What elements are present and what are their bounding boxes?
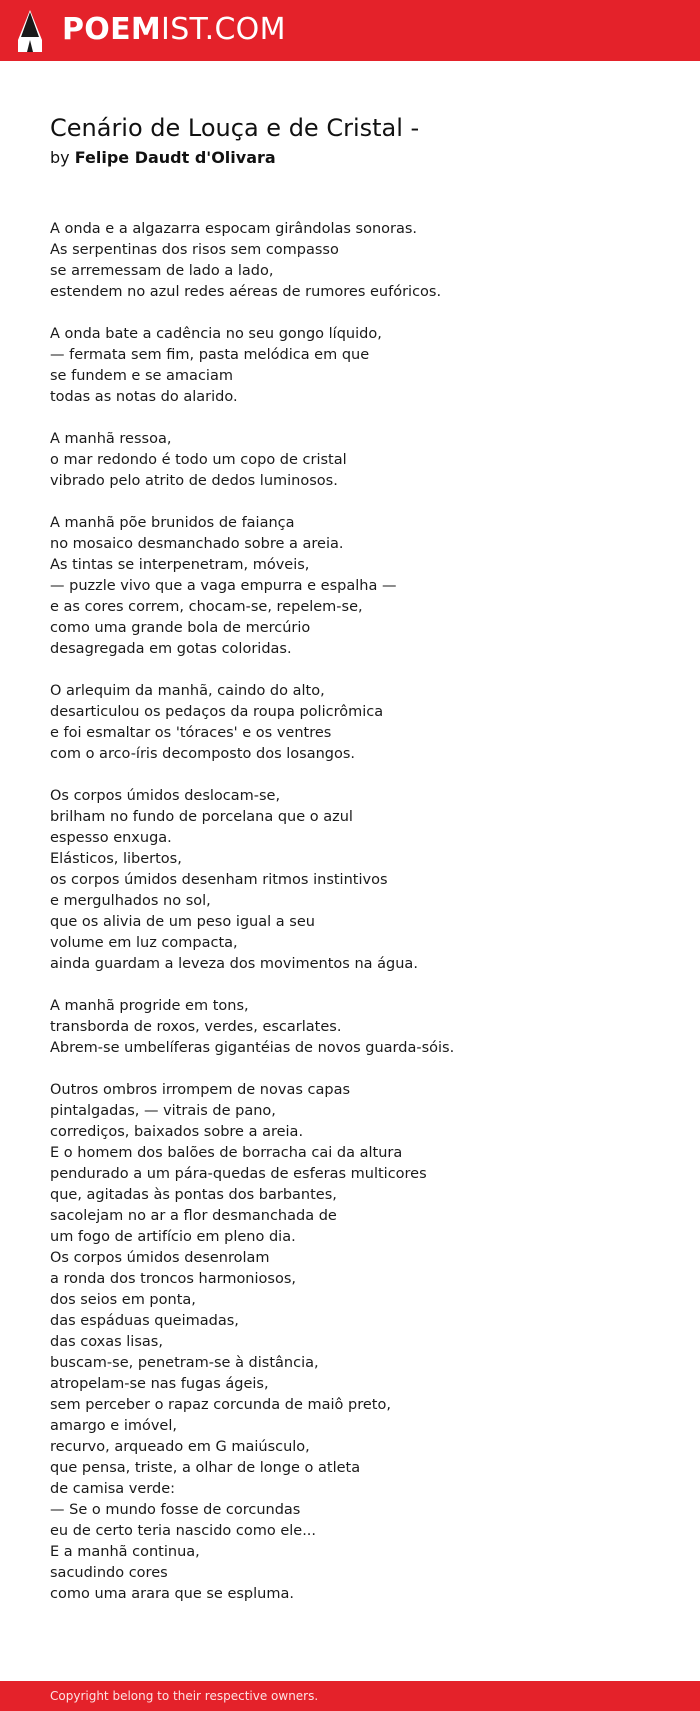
poem-line: Os corpos úmidos deslocam-se,	[50, 788, 281, 804]
poem-line: corrediços, baixados sobre a areia.	[50, 1124, 304, 1140]
poem-line: As tintas se interpenetram, móveis,	[50, 557, 310, 573]
poem-line: A onda bate a cadência no seu gongo líquido,	[50, 326, 382, 342]
poem-line: Os corpos úmidos desenrolam	[50, 1250, 270, 1266]
poem-line: desagregada em gotas coloridas.	[50, 641, 292, 657]
poem-byline	[50, 148, 276, 167]
author-name: Felipe Daudt d'Olivara	[74, 148, 276, 167]
site-header	[0, 0, 700, 61]
poem-line: volume em luz compacta,	[50, 935, 238, 951]
poem-line: se arremessam de lado a lado,	[50, 263, 274, 279]
poem-line: todas as notas do alarido.	[50, 389, 238, 405]
poem-line: recurvo, arqueado em G maiúsculo,	[50, 1439, 310, 1455]
poem-stanza	[50, 786, 670, 975]
poem-line: amargo e imóvel,	[50, 1418, 177, 1434]
poem-line: pendurado a um pára-quedas de esferas multicores	[50, 1166, 427, 1182]
poem-line: As serpentinas dos risos sem compasso	[50, 242, 339, 258]
poem-line: — Se o mundo fosse de corcundas	[50, 1502, 301, 1518]
poem-line: e mergulhados no sol,	[50, 893, 211, 909]
poem-line: E o homem dos balões de borracha cai da altura	[50, 1145, 403, 1161]
logo-light-text: IST.COM	[161, 12, 286, 47]
poem-line: A onda e a algazarra espocam girândolas sonoras.	[50, 221, 418, 237]
site-logo[interactable]	[62, 12, 286, 47]
poem-line: eu de certo teria nascido como ele...	[50, 1523, 317, 1539]
poem-line: desarticulou os pedaços da roupa policrômica	[50, 704, 384, 720]
poem-title: Cenário de Louça e de Cristal -	[50, 114, 420, 142]
poem-line: como uma arara que se espluma.	[50, 1586, 294, 1602]
poem-line: brilham no fundo de porcelana que o azul	[50, 809, 353, 825]
poem-stanza	[50, 324, 670, 408]
poem-line: estendem no azul redes aéreas de rumores eufóricos.	[50, 284, 442, 300]
poem-line: das espáduas queimadas,	[50, 1313, 239, 1329]
poem-line: com o arco-íris decomposto dos losangos.	[50, 746, 356, 762]
poem-line: que pensa, triste, a olhar de longe o atleta	[50, 1460, 361, 1476]
poem-line: a ronda dos troncos harmoniosos,	[50, 1271, 296, 1287]
poem-line: Elásticos, libertos,	[50, 851, 182, 867]
poem-line: ainda guardam a leveza dos movimentos na água.	[50, 956, 418, 972]
poem-line: Outros ombros irrompem de novas capas	[50, 1082, 351, 1098]
poem-stanza	[50, 429, 670, 492]
poem-line: espesso enxuga.	[50, 830, 172, 846]
poem-stanza	[50, 513, 670, 660]
poem-line: se fundem e se amaciam	[50, 368, 233, 384]
poem-line: E a manhã continua,	[50, 1544, 200, 1560]
poem-line: um fogo de artifício em pleno dia.	[50, 1229, 296, 1245]
logo-bold-text: POEM	[62, 12, 162, 47]
poem-line: como uma grande bola de mercúrio	[50, 620, 311, 636]
poem-line: que os alivia de um peso igual a seu	[50, 914, 315, 930]
poem-line: de camisa verde:	[50, 1481, 176, 1497]
poem-line: — puzzle vivo que a vaga empurra e espalha —	[50, 578, 397, 594]
poem-line: o mar redondo é todo um copo de cristal	[50, 452, 347, 468]
poem-line: das coxas lisas,	[50, 1334, 163, 1350]
poem-line: — fermata sem fim, pasta melódica em que	[50, 347, 370, 363]
poem-line: Abrem-se umbelíferas gigantéias de novos guarda-sóis.	[50, 1040, 455, 1056]
poem-line: e as cores correm, chocam-se, repelem-se,	[50, 599, 363, 615]
poem-line: sacudindo cores	[50, 1565, 168, 1581]
poem-line: A manhã progride em tons,	[50, 998, 249, 1014]
poem-line: transborda de roxos, verdes, escarlates.	[50, 1019, 342, 1035]
poem-line: e foi esmaltar os 'tóraces' e os ventres	[50, 725, 332, 741]
poem-line: buscam-se, penetram-se à distância,	[50, 1355, 319, 1371]
poem-line: A manhã ressoa,	[50, 431, 172, 447]
by-prefix: by	[50, 148, 70, 167]
poem-stanza	[50, 681, 670, 765]
poem-line: dos seios em ponta,	[50, 1292, 196, 1308]
poem-line: sacolejam no ar a flor desmanchada de	[50, 1208, 337, 1224]
pen-nib-icon[interactable]	[18, 10, 42, 52]
poem-line: os corpos úmidos desenham ritmos instintivos	[50, 872, 388, 888]
copyright-text: Copyright belong to their respective owners.	[50, 1689, 319, 1703]
site-footer	[0, 1681, 700, 1711]
poem-line: pintalgadas, — vitrais de pano,	[50, 1103, 276, 1119]
poem-stanza	[50, 996, 670, 1059]
poem-line: A manhã põe brunidos de faiança	[50, 515, 295, 531]
poem-stanza	[50, 219, 670, 303]
poem-line: no mosaico desmanchado sobre a areia.	[50, 536, 344, 552]
poem-line: vibrado pelo atrito de dedos luminosos.	[50, 473, 338, 489]
poem-line: atropelam-se nas fugas ágeis,	[50, 1376, 269, 1392]
poem-line: O arlequim da manhã, caindo do alto,	[50, 683, 325, 699]
poem-body	[50, 219, 670, 1626]
poem-line: que, agitadas às pontas dos barbantes,	[50, 1187, 337, 1203]
poem-stanza	[50, 1080, 670, 1605]
poem-line: sem perceber o rapaz corcunda de maiô preto,	[50, 1397, 391, 1413]
